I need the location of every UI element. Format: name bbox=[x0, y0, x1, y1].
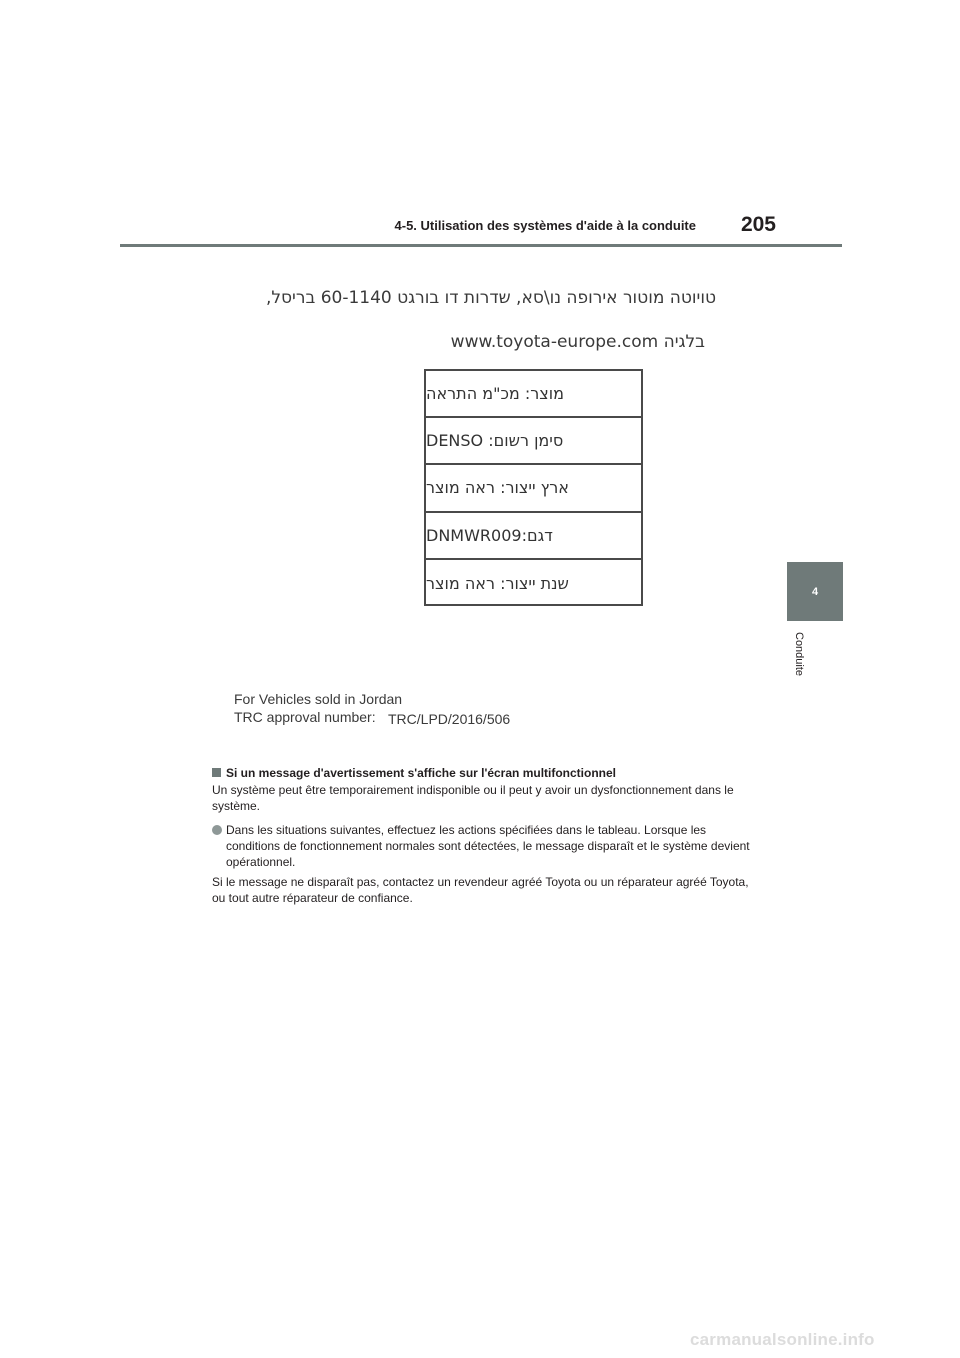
header-divider bbox=[120, 244, 842, 247]
trc-approval-number: TRC/LPD/2016/506 bbox=[388, 711, 511, 727]
chapter-number: 4 bbox=[811, 585, 819, 598]
hebrew-address-line: טויוטה מוטור אירופה נו\סא, שדרות דו בורגט 60-1140 בריסל, bbox=[265, 288, 716, 308]
chapter-tab[interactable] bbox=[787, 562, 843, 621]
table-row bbox=[426, 560, 641, 607]
watermark: carmanualsonline.info bbox=[690, 1330, 875, 1349]
table-cell: מוצר: מכ"מ התראה bbox=[426, 384, 565, 404]
table-row bbox=[426, 418, 641, 465]
table-cell: סימן רשום: DENSO bbox=[426, 431, 564, 451]
table-cell: ארץ ייצור: ראה מוצר bbox=[426, 478, 569, 498]
hebrew-country-line: בלגיה www.toyota-europe.com bbox=[450, 332, 705, 352]
table-row bbox=[426, 465, 641, 512]
paragraph: Un système peut être temporairement indisponible ou il peut y avoir un dysfonctionnement dans le système. bbox=[212, 783, 734, 813]
page-number: 205 bbox=[740, 213, 776, 236]
table-cell: שנת ייצור: ראה מוצר bbox=[426, 573, 569, 593]
chapter-label: Conduite bbox=[793, 632, 805, 677]
registration-table bbox=[424, 369, 643, 606]
section-title: 4-5. Utilisation des systèmes d'aide à la conduite bbox=[394, 218, 696, 233]
square-bullet-icon bbox=[212, 768, 221, 777]
section-heading bbox=[212, 765, 752, 781]
jordan-label: For Vehicles sold in Jordan bbox=[234, 691, 403, 707]
bullet-item bbox=[212, 822, 752, 870]
section-heading-text: Si un message d'avertissement s'affiche sur l'écran multifonctionnel bbox=[226, 766, 617, 780]
table-row bbox=[426, 513, 641, 560]
circle-bullet-icon bbox=[212, 825, 222, 835]
table-row bbox=[426, 371, 641, 418]
bullet-text: Dans les situations suivantes, effectuez les actions spécifiées dans le tableau. Lorsque les conditions de fonctionnement normales sont détectées, le message disparaît et le système devient opérationnel. bbox=[226, 823, 750, 869]
trc-approval-label: TRC approval number: bbox=[234, 709, 376, 725]
paragraph: Si le message ne disparaît pas, contactez un revendeur agréé Toyota ou un réparateur agréé Toyota, ou tout autre réparateur de confiance. bbox=[212, 875, 749, 905]
table-cell: דגם:DNMWR009 bbox=[426, 525, 553, 545]
